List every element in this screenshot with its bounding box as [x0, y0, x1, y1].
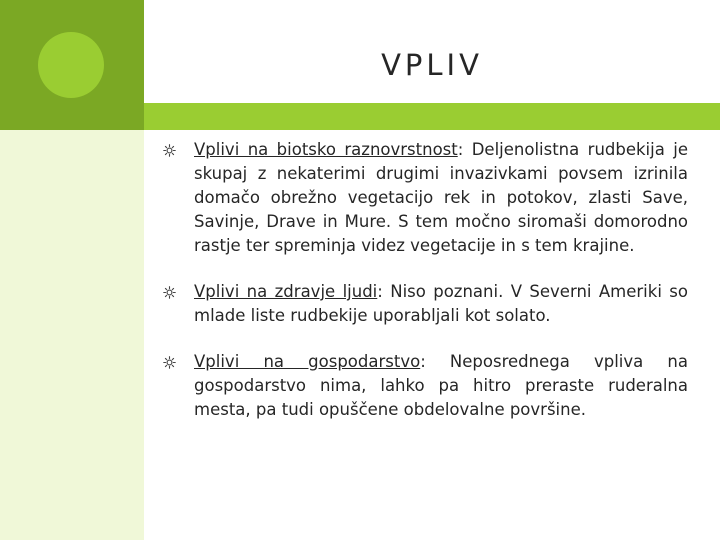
- bullet-heading: Vplivi na gospodarstvo: [194, 352, 421, 371]
- sun-bullet-icon: [163, 144, 176, 157]
- side-panel: [0, 130, 144, 540]
- sun-bullet-icon: [163, 356, 176, 369]
- bullet-item: [158, 138, 688, 258]
- title-underline-band: [144, 103, 720, 130]
- bullet-heading: Vplivi na biotsko raznovrstnost: [194, 140, 458, 159]
- bullet-heading: Vplivi na zdravje ljudi: [194, 282, 378, 301]
- slide-title: VPLIV: [381, 48, 483, 82]
- bullet-list: [158, 138, 688, 444]
- bullet-item: [158, 350, 688, 422]
- bullet-item: [158, 280, 688, 328]
- bullet-text: : Niso poznani. V Severni Ameriki so mlade liste rudbekije uporabljali kot solato.: [194, 282, 688, 325]
- sun-bullet-icon: [163, 286, 176, 299]
- decorative-circle: [38, 32, 104, 98]
- corner-block: [0, 0, 144, 130]
- bullet-text: : Neposrednega vpliva na gospodarstvo nima, lahko pa hitro preraste ruderalna mesta, pa tudi opuščene obdelovalne površine.: [194, 352, 688, 419]
- bullet-text: : Deljenolistna rudbekija je skupaj z nekaterimi drugimi invazivkami povsem izrinila domačo obrežno vegetacijo rek in potokov, zlasti Save, Savinje, Drave in Mure. S tem močno siromaši domorodno rastje ter spreminja videz vegetacije in s tem krajine.: [194, 140, 688, 255]
